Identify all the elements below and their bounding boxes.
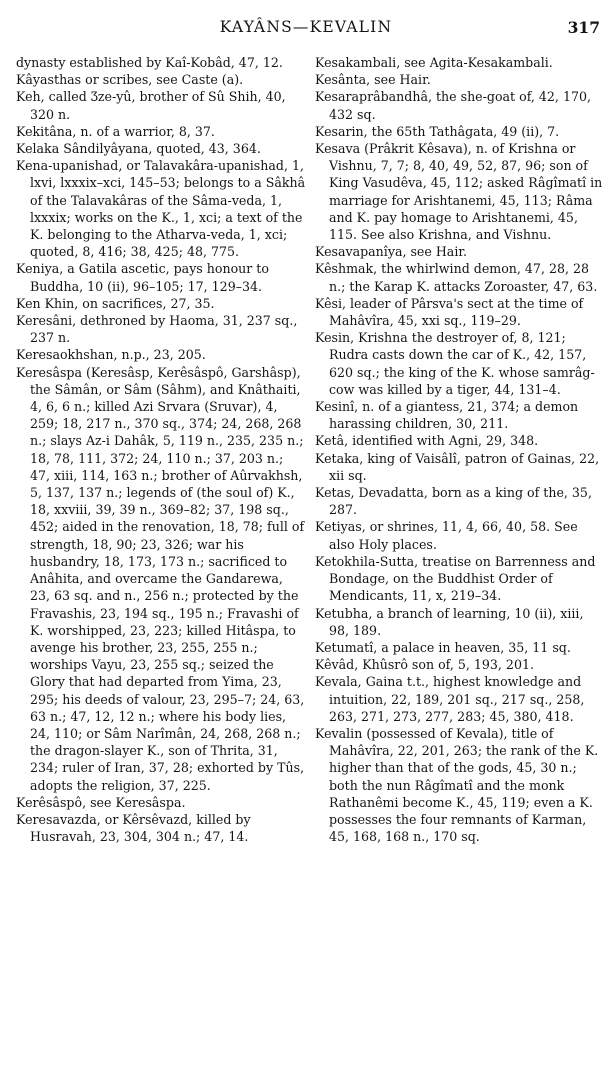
- page-number: 317: [567, 18, 600, 37]
- index-entry: Kena-upanishad, or Talavakâra-upanishad, 1, lxvi, lxxxix–xci, 145–53; belongs to a Sâkhâ of the Talavakâras of the Sâma-veda, 1, lxxxix; works on the K., 1, xci; a text of the K. belonging to the Atharva-veda, 1, xci; quoted, 8, 416; 38, 425; 48, 775.: [16, 158, 306, 260]
- index-entry: Ketas, Devadatta, born as a king of the, 35, 287.: [315, 485, 592, 518]
- index-entry: Kelaka Sândilyâyana, quoted, 43, 364.: [16, 141, 261, 157]
- index-entry: Keresavazda, or Kêrsêvazd, killed by Husravah, 23, 304, 304 n.; 47, 14.: [16, 811, 251, 845]
- index-entry: Ketokhila-Sutta, treatise on Barrenness and Bondage, on the Buddhist Order of Mendicants, 11, x, 219–34.: [315, 553, 596, 604]
- index-entry: Keresâni, dethroned by Haoma, 31, 237 sq., 237 n.: [16, 313, 298, 346]
- index-entry: Kêshmak, the whirlwind demon, 47, 28, 28 n.; the Karap K. attacks Zoroaster, 47, 63.: [315, 261, 598, 294]
- index-entry: Kêvâd, Khûsrô son of, 5, 193, 201.: [315, 657, 534, 673]
- index-entry: Kesânta, see Hair.: [315, 72, 431, 88]
- left-column: [16, 54, 306, 845]
- index-entry: Kesava (Prâkrit Kêsava), n. of Krishna or Vishnu, 7, 7; 8, 40, 49, 52, 87, 96; son of King Vasudêva, 45, 112; asked Râgîmatî in marriage for Arishtanemi, 45, 113; Râma and K. pay homage to Arishtanemi, 45, 115. See also Krishna, and Vishnu.: [315, 141, 603, 243]
- index-entry: dynasty established by Kaî-Kobâd, 47, 12.: [16, 55, 283, 70]
- index-entry: Ken Khin, on sacrifices, 27, 35.: [16, 295, 215, 311]
- index-entry: Kerêsâspô, see Keresâspa.: [16, 794, 186, 810]
- index-entry: Kesin, Krishna the destroyer of, 8, 121; Rudra casts down the car of K., 42, 157, 620 sq.; the king of the K. whose samrâg-cow was killed by a tiger, 44, 131–4.: [315, 330, 595, 397]
- index-entry: Kesakambali, see Agita-Kesakambali.: [315, 55, 553, 70]
- index-entry: Kevalin (possessed of Kevala), title of Mahâvîra, 22, 201, 263; the rank of the K. higher than that of the gods, 45, 30 n.; both the nun Râgîmatî and the monk Rathanêmi become K., 45, 119; even a K. possesses the four remnants of Karman, 45, 168, 168 n., 170 sq.: [315, 725, 599, 845]
- index-entry: Keh, called Ʒze-yû, brother of Sû Shih, 40, 320 n.: [16, 89, 286, 122]
- index-entry: Kâyasthas or scribes, see Caste (a).: [16, 72, 244, 88]
- index-entry: Kesaraprâbandhâ, the she-goat of, 42, 170, 432 sq.: [315, 89, 591, 122]
- index-entry: Kesavapanîya, see Hair.: [315, 244, 467, 260]
- index-entry: Kekitâna, n. of a warrior, 8, 37.: [16, 123, 215, 139]
- index-entry: Keniya, a Gatila ascetic, pays honour to Buddha, 10 (ii), 96–105; 17, 129–34.: [16, 261, 269, 294]
- index-entry: Ketumatî, a palace in heaven, 35, 11 sq.: [315, 639, 571, 655]
- index-entry: Kesinî, n. of a giantess, 21, 374; a demon harassing children, 30, 211.: [315, 399, 579, 432]
- index-entry: Ketubha, a branch of learning, 10 (ii), xiii, 98, 189.: [315, 605, 584, 638]
- index-entry: Keresaokhshan, n.p., 23, 205.: [16, 347, 206, 363]
- index-entry: Kêsi, leader of Pârsva's sect at the time of Mahâvîra, 45, xxi sq., 119–29.: [315, 295, 584, 329]
- index-entry: Kesarin, the 65th Tathâgata, 49 (ii), 7.: [315, 123, 560, 139]
- right-column: [315, 54, 603, 845]
- index-entry: Ketiyas, or shrines, 11, 4, 66, 40, 58. See also Holy places.: [315, 519, 578, 552]
- index-entry: Ketaka, king of Vaisâlî, patron of Gainas, 22, xii sq.: [315, 450, 600, 483]
- running-title: KAYÂNS—KEVALIN: [219, 18, 393, 36]
- index-entry: Keresâspa (Keresâsp, Kerêsâspô, Garshâsp), the Sâmân, or Sâm (Sâhm), and Knâthaiti, 4, 6, 6 n.; killed Azi Srvara (Sruvar), 4, 259; 18, 217 n., 370 sq., 374; 24, 268, 268 n.; slays Az-i Dahâk, 5, 119 n., 235, 235 n.; 18, 78, 111, 372; 24, 110 n.; 37, 203 n.; 47, xiii, 114, 163 n.; brother of Aûrvakhsh, 5, 137, 137 n.; legends of (the soul of) K., 18, xxviii, 39, 39 n., 369–82; 37, 198 sq., 452; aided in the renovation, 18, 78; full of strength, 18, 90; 23, 326; war his husbandry, 18, 173, 173 n.; sacrificed to Anâhita, and overcame the Gandarewa, 23, 63 sq. and n., 256 n.; protected by the Fravashis, 23, 194 sq., 195 n.; Fravashi of K. worshipped, 23, 223; killed Hitâspa, to avenge his brother, 23, 255, 255 n.; worships Vayu, 23, 255 sq.; seized the Glory that had departed from Yima, 23, 295; his deeds of valour, 23, 295–7; 24, 63, 63 n.; 47, 12, 12 n.; where his body lies, 24, 110; or Sâm Narîmân, 24, 268, 268 n.; the dragon-slayer K., son of Thrita, 31, 234; ruler of Iran, 37, 28; exhorted by Tûs, adopts the religion, 37, 225.: [16, 364, 305, 793]
- index-entry: Ketâ, identified with Agni, 29, 348.: [315, 433, 539, 449]
- index-entry: Kevala, Gaina t.t., highest knowledge and intuition, 22, 189, 201 sq., 217 sq., 258, 263, 271, 273, 277, 283; 45, 380, 418.: [315, 674, 585, 724]
- page-header: [0, 18, 612, 40]
